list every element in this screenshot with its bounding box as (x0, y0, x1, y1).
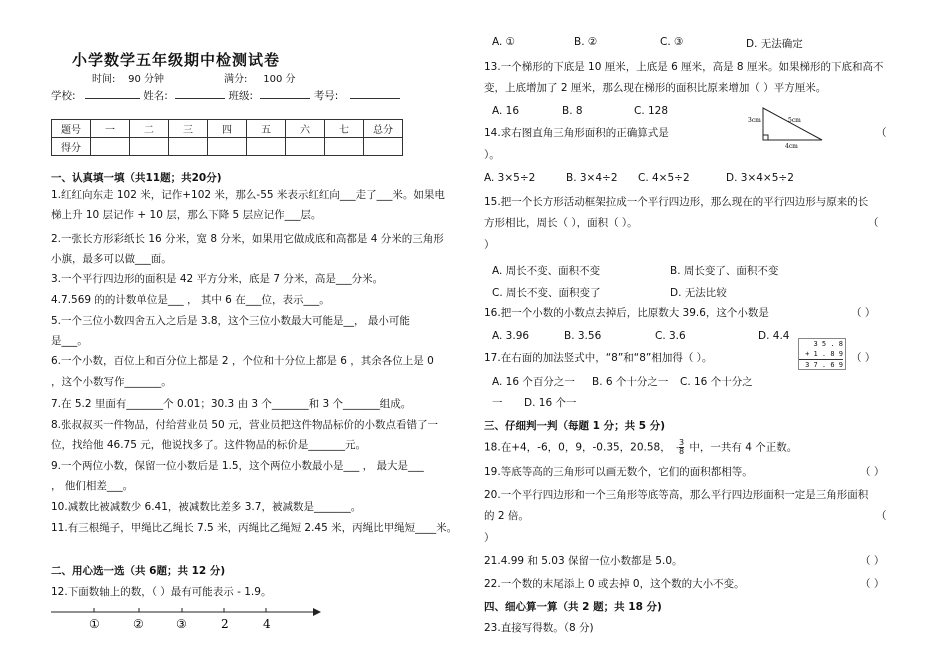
question-8-line-2: 位，找给他 46.75 元，他说找多了。这件物品的标价是_______元。 (51, 439, 366, 451)
sum-result: 3 7 . 6 9 (805, 361, 843, 369)
question-13-line-1: 13.一个梯形的下底是 10 厘米，上底是 6 厘米，高是 8 厘米。如果梯形的下底和高不 (484, 61, 884, 73)
exam-no-field[interactable] (350, 98, 400, 99)
name-label: 姓名: (143, 90, 168, 102)
section-1-heading: 一、认真填一填（共11题；共20分) (51, 172, 222, 184)
score-header-cell: 四 (208, 120, 247, 138)
score-table (51, 119, 403, 156)
q15-option-c[interactable]: C. 周长不变、面积变了 (492, 287, 601, 299)
question-21-paren: （ ） (860, 555, 885, 567)
score-table-score-row (52, 138, 403, 156)
school-field[interactable] (85, 98, 140, 99)
triangle-side-label: 4cm (785, 143, 798, 150)
question-3: 3.一个平行四边形的面积是 42 平方分米，底是 7 分米，高是___分米。 (51, 273, 384, 285)
question-18-text-a: 18.在+4，-6，0，9，-0.35，20.58， (484, 441, 671, 454)
q12-option-c[interactable]: C. ③ (660, 36, 684, 48)
student-info (51, 88, 400, 103)
q12-option-a[interactable]: A. ① (492, 36, 516, 48)
score-label: 满分: (224, 74, 248, 85)
question-15-paren: （ (868, 217, 879, 229)
question-7: 7.在 5.2 里面有_______个 0.01；30.3 由 3 个_______和 3 个_______组成。 (51, 398, 412, 410)
question-11: 11.有三根绳子，甲绳比乙绳长 7.5 米，丙绳比乙绳短 2.45 米，丙绳比甲绳短____米。 (51, 522, 458, 534)
section-2-heading: 二、用心选一选（共 6题；共 12 分) (51, 565, 226, 577)
addend-2: + 1 . 8 9 (799, 349, 843, 360)
question-17: 17.在右面的加法竖式中，“8”和“8”相加得（ ）。 (484, 352, 713, 364)
question-6-line-1: 6.一个小数，百位上和百分位上都是 2 ，个位和十分位上都是 6 ，其余各位上是 0 (51, 355, 434, 367)
score-header-cell: 三 (169, 120, 208, 138)
q16-option-c[interactable]: C. 3.6 (655, 330, 686, 342)
time-value: 90 分钟 (128, 74, 164, 85)
school-label: 学校: (51, 90, 76, 102)
time-label: 时间: (92, 74, 116, 85)
q16-option-a[interactable]: A. 3.96 (492, 330, 530, 342)
q17-option-a[interactable]: A. 16 个百分之一 (492, 376, 575, 388)
exam-time (92, 70, 164, 85)
score-cell[interactable] (91, 138, 130, 156)
section-3-heading: 三、仔细判一判（每题 1 分；共 5 分) (484, 420, 666, 432)
fraction-numerator: 3 (678, 438, 685, 447)
score-value: 100 分 (263, 74, 296, 85)
question-22: 22.一个数的末尾添上 0 或去掉 0，这个数的大小不变。 (484, 578, 745, 590)
question-19-paren: （ ） (860, 466, 885, 478)
question-5-line-1: 5.一个三位小数四舍五入之后是 3.8，这个三位小数最大可能是__， 最小可能 (51, 315, 410, 327)
question-20-close: ） (484, 532, 495, 544)
exam-no-label: 考号: (313, 90, 339, 102)
score-cell[interactable] (325, 138, 364, 156)
question-19: 19.等底等高的三角形可以画无数个，它们的面积都相等。 (484, 466, 753, 478)
score-cell[interactable] (247, 138, 286, 156)
question-15-line-2: 方形相比，周长（ ），面积（ ）。 (484, 217, 638, 229)
number-line-figure (51, 604, 321, 632)
q16-option-d[interactable]: D. 4.4 (758, 330, 790, 342)
vertical-addition-figure (798, 338, 846, 370)
q17-option-b[interactable]: B. 6 个十分之一 (592, 376, 669, 388)
score-cell[interactable] (286, 138, 325, 156)
q12-option-b[interactable]: B. ② (574, 36, 598, 48)
question-8-line-1: 8.张叔叔买一件物品，付给营业员 50 元，营业员把这件物品标价的小数点看错了一 (51, 419, 439, 431)
question-15-line-1: 15.把一个长方形活动框架拉成一个平行四边形，那么现在的平行四边形与原来的长 (484, 196, 869, 208)
q14-option-d[interactable]: D. 3×4×5÷2 (726, 172, 794, 184)
number-line-arrow-icon (313, 608, 321, 616)
question-9-line-1: 9.一个两位小数，保留一位小数后是 1.5，这个两位小数最小是___ ， 最大是___ (51, 460, 424, 472)
question-20-paren: （ (876, 510, 887, 522)
class-label: 班级: (228, 90, 254, 102)
q16-option-b[interactable]: B. 3.56 (564, 330, 602, 342)
question-1-line-1: 1.红红向东走 102 米，记作+102 米，那么-55 米表示红红向___走了___米。如果电 (51, 189, 445, 201)
triangle-shape (763, 108, 822, 140)
question-16: 16.把一个小数的小数点去掉后，比原数大 39.6，这个小数是 (484, 307, 769, 319)
q14-option-c[interactable]: C. 4×5÷2 (638, 172, 690, 184)
question-5-line-2: 是___。 (51, 335, 88, 347)
section-4-heading: 四、细心算一算（共 2 题；共 18 分) (484, 601, 662, 613)
question-13-line-2: 变，上底增加了 2 厘米，那么现在梯形的面积比原来增加（ ）平方厘米。 (484, 82, 827, 94)
question-23: 23.直接写得数。（8 分) (484, 622, 594, 634)
score-header-cell: 一 (91, 120, 130, 138)
score-header-cell: 二 (130, 120, 169, 138)
axis-label: ③ (176, 617, 187, 631)
question-6-line-2: ，这个小数写作_______。 (51, 376, 172, 388)
q15-option-d[interactable]: D. 无法比较 (670, 287, 727, 299)
question-15-close: ） (484, 239, 495, 251)
question-22-paren: （ ） (860, 578, 885, 590)
q15-option-b[interactable]: B. 周长变了、面积不变 (670, 265, 779, 277)
q15-option-a[interactable]: A. 周长不变、面积不变 (492, 265, 601, 277)
score-table-header-row (52, 120, 403, 138)
triangle-side-label: 5cm (788, 117, 801, 124)
fraction-neg-three-eighths (676, 439, 684, 456)
q17-option-c-cont: 一 (492, 397, 503, 409)
question-12: 12.下面数轴上的数，（ ）最有可能表示 - 1.9。 (51, 586, 272, 598)
score-cell[interactable] (208, 138, 247, 156)
q13-option-c[interactable]: C. 128 (634, 105, 669, 117)
q12-option-d[interactable]: D. 无法确定 (746, 38, 803, 50)
fraction-denominator: 8 (678, 447, 685, 456)
q17-option-d[interactable]: D. 16 个一 (524, 397, 577, 409)
question-9-line-2: ， 他们相差___。 (51, 480, 134, 492)
score-header-cell: 五 (247, 120, 286, 138)
score-cell[interactable] (130, 138, 169, 156)
q14-option-a[interactable]: A. 3×5÷2 (484, 172, 536, 184)
page-title: 小学数学五年级期中检测试卷 (72, 51, 281, 69)
score-header-cell: 总分 (364, 120, 403, 138)
question-18-text-b: 中，一共有 4 个正数。 (689, 441, 798, 454)
q13-option-b[interactable]: B. 8 (562, 105, 583, 117)
axis-label: ① (89, 617, 100, 631)
question-14: 14.求右图直角三角形面积的正确算式是 (484, 127, 669, 139)
question-10: 10.减数比被减数少 6.41，被减数比差多 3.7，被减数是_______。 (51, 501, 362, 513)
axis-label: ② (133, 617, 144, 631)
question-14-line-2: ）。 (484, 149, 500, 161)
exam-score (224, 70, 296, 85)
score-header-cell: 七 (325, 120, 364, 138)
question-20-line-1: 20.一个平行四边形和一个三角形等底等高，那么平行四边形面积一定是三角形面积 (484, 489, 869, 501)
question-21: 21.4.99 和 5.03 保留一位小数都是 5.0。 (484, 555, 683, 567)
class-field[interactable] (260, 98, 310, 99)
q13-option-a[interactable]: A. 16 (492, 105, 520, 117)
score-cell[interactable] (364, 138, 403, 156)
q17-option-c[interactable]: C. 16 个十分之 (680, 376, 753, 388)
score-cell[interactable] (169, 138, 208, 156)
triangle-side-label: 3cm (748, 117, 761, 124)
axis-label: 2 (221, 617, 229, 631)
name-field[interactable] (175, 98, 225, 99)
fraction-sign: - (676, 443, 679, 452)
addend-1: 3 5 . 8 (813, 340, 843, 348)
right-triangle-figure (748, 102, 840, 150)
question-20-line-2: 的 2 倍。 (484, 510, 529, 522)
question-16-paren: （ ） (851, 307, 876, 319)
score-header-cell: 六 (286, 120, 325, 138)
score-header-cell: 题号 (52, 120, 91, 138)
question-17-paren: （ ） (851, 352, 876, 364)
question-2-line-1: 2.一张长方形彩纸长 16 分米，宽 8 分米，如果用它做成底和高都是 4 分米的三角形 (51, 233, 444, 245)
question-18 (484, 439, 797, 457)
question-4: 4.7.569 的的计数单位是___ ， 其中 6 在___位，表示___。 (51, 294, 330, 306)
right-angle-mark (763, 135, 768, 140)
question-14-paren: （ (876, 127, 887, 139)
question-1-line-2: 梯上升 10 层记作 + 10 层，那么下降 5 层应记作___层。 (51, 209, 322, 221)
question-2-line-2: 小旗，最多可以做___面。 (51, 253, 172, 265)
axis-label: 4 (263, 617, 271, 631)
q14-option-b[interactable]: B. 3×4÷2 (566, 172, 618, 184)
score-row-label: 得分 (52, 138, 91, 156)
